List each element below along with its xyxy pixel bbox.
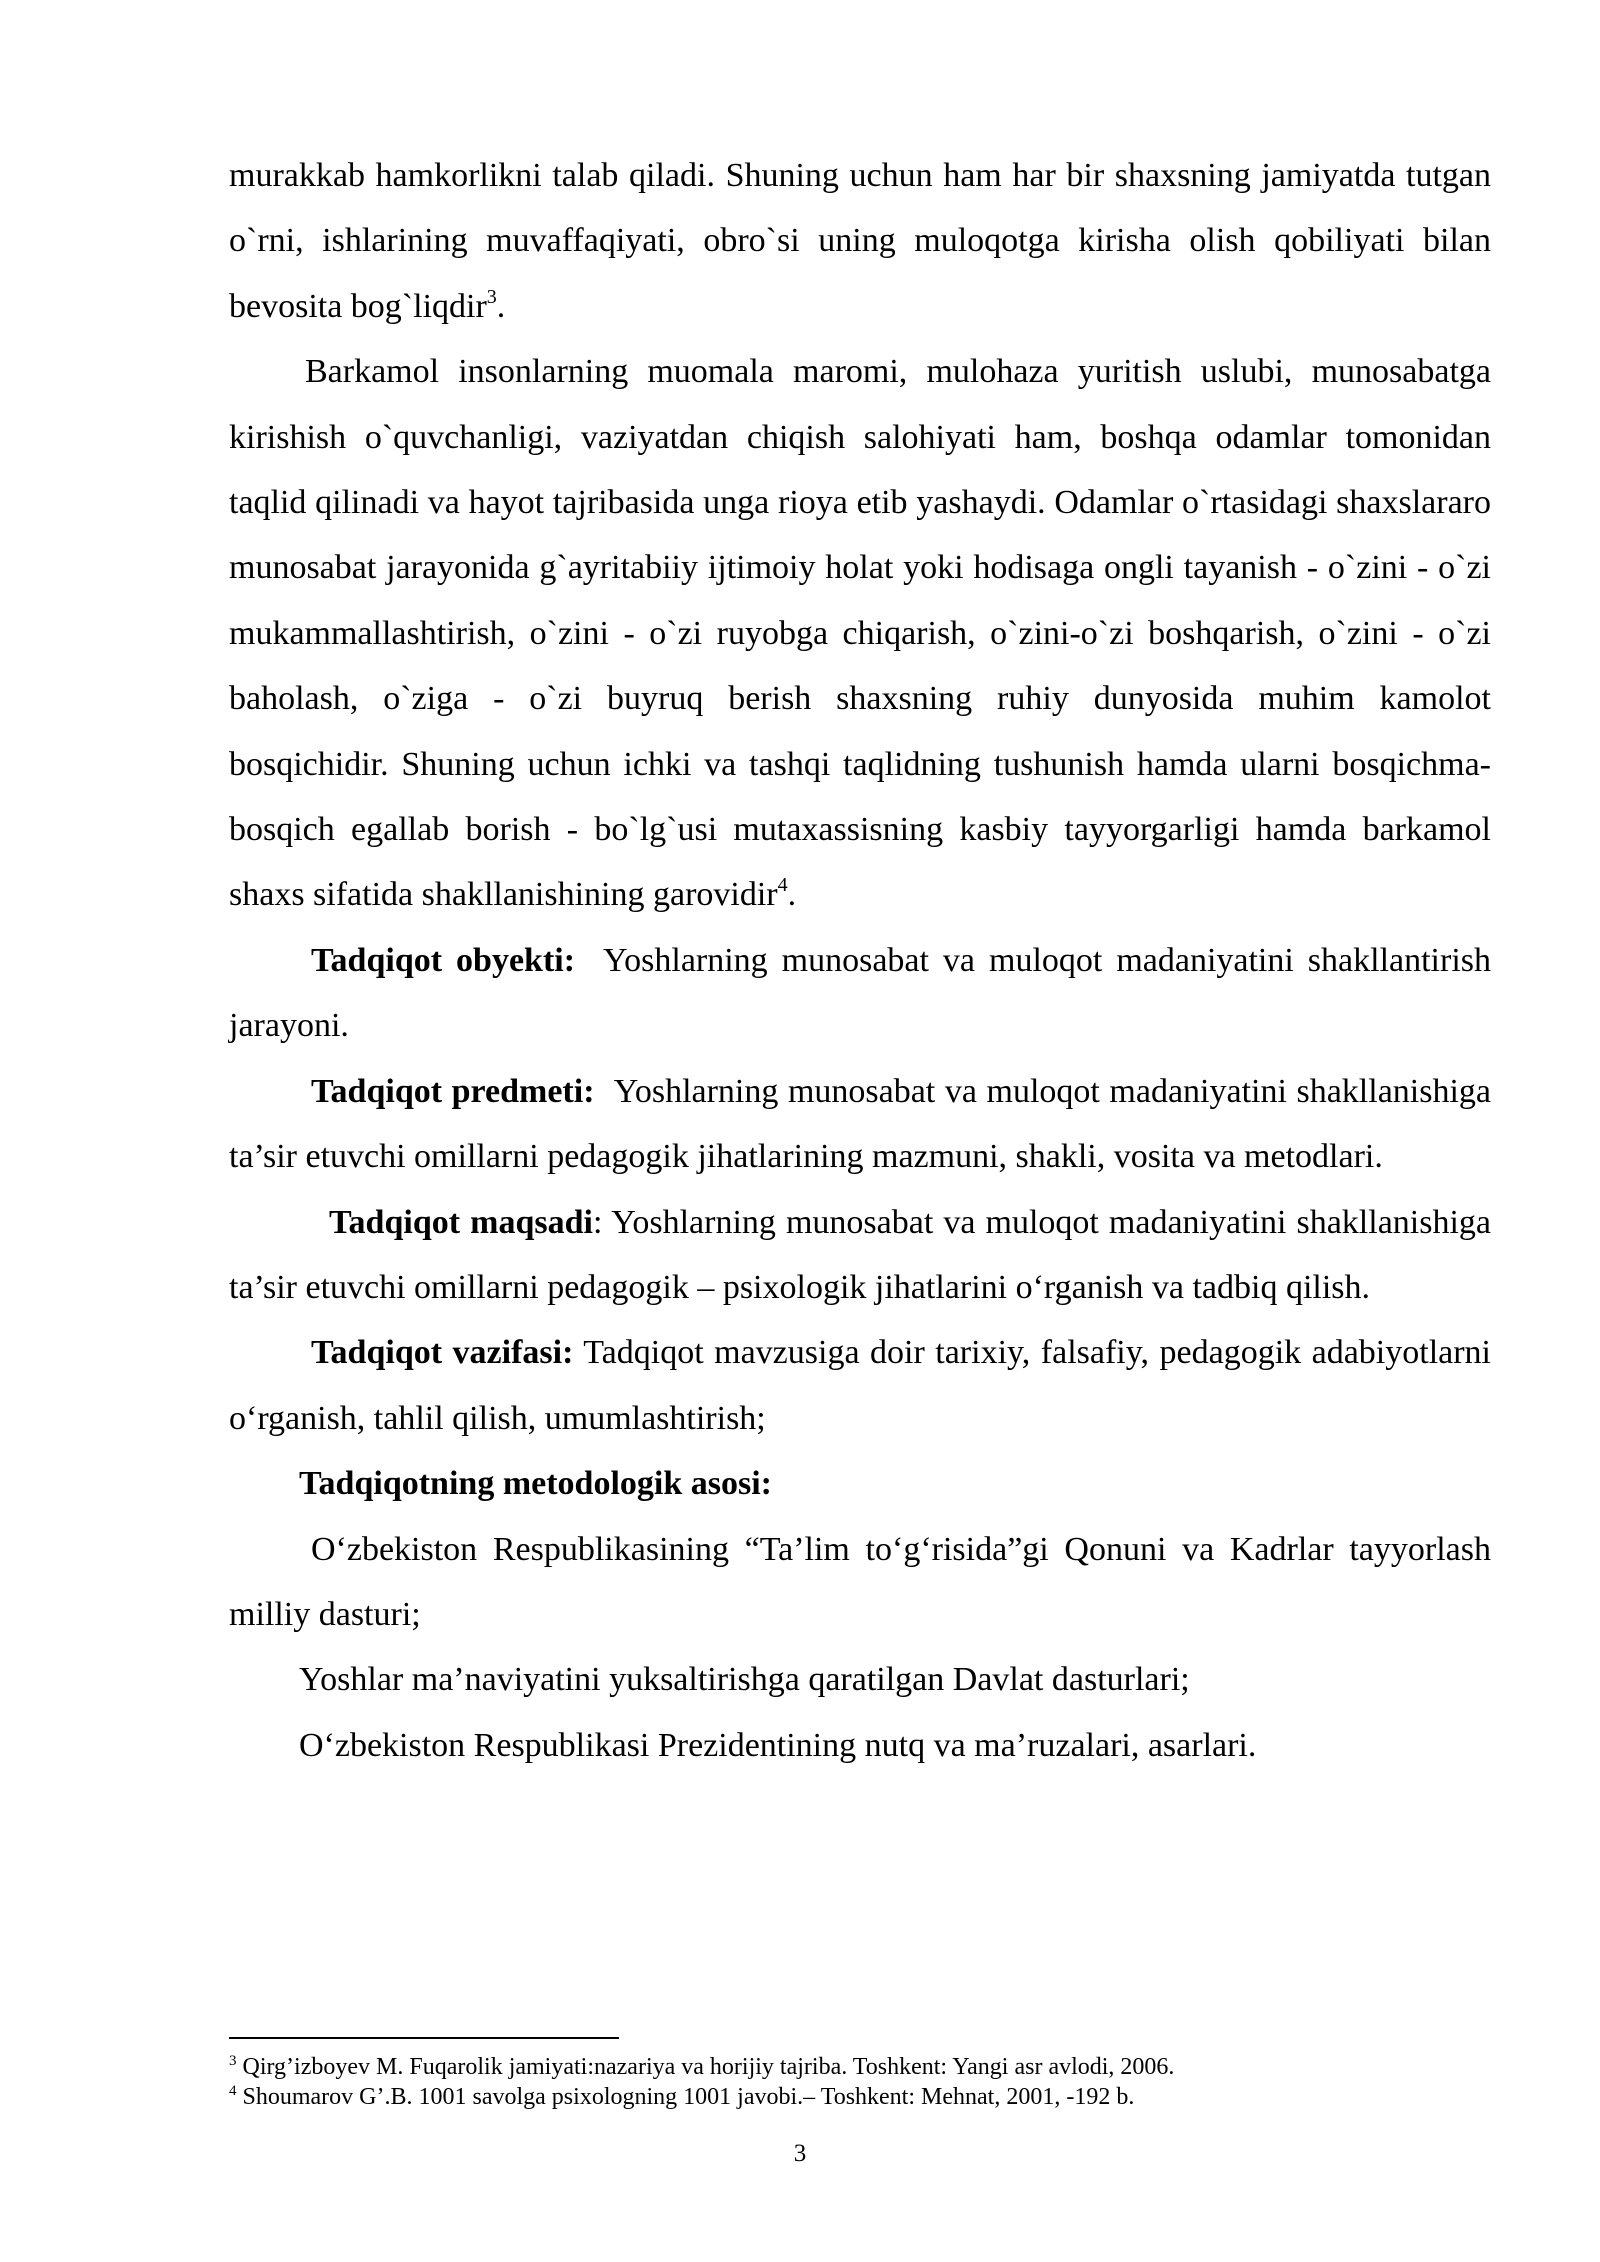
metodologik-heading: Tadqiqotning metodologik asosi:	[299, 1465, 772, 1503]
footnote-ref-4: 4	[777, 874, 788, 897]
paragraph-barkamol-end: .	[787, 876, 797, 914]
predmeti-label: Tadqiqot predmeti:	[311, 1072, 595, 1110]
maqsadi-text: : Yoshlarning munosabat va muloqot madaniyatini shakllanishiga ta’sir etuvchi omillarni pedagogik – psixologik jihatlarini o‘rganish va tadbiq qilish.	[229, 1203, 1492, 1306]
paragraph-barkamol	[229, 339, 1491, 928]
paragraph-barkamol-text: Barkamol insonlarning muomala maromi, mulohaza yuritish uslubi, munosabatga kirishish o`quvchanligi, vaziyatdan chiqish salohiyati ham, boshqa odamlar tomonidan taqlid qilinadi va hayot tajribasida unga rioya etib yashaydi. Odamlar o`rtasidagi shaxslararo munosabat jarayonida g`ayritabiiy ijtimoiy holat yoki hodisaga ongli tayanish - o`zini - o`zi mukammallashtirish, o`zini - o`zi ruyobga chiqarish, o`zini-o`zi boshqarish, o`zini - o`zi baholash, o`ziga - o`zi buyruq berish shaxsning ruhiy dunyosida muhim kamolot bosqichidir. Shuning uchun ichki va tashqi taqlidning tushunish hamda ularni bosqichma-bosqich egallab borish - bo`lg`usi mutaxassisning kasbiy tayyorgarligi hamda barkamol shaxs sifatida shakllanishining garovidir	[229, 353, 1491, 914]
obyekti-text: Yoshlarning munosabat va muloqot madaniyatini shakllantirish jarayoni.	[229, 941, 1491, 1045]
paragraph-intro-end: .	[496, 287, 506, 325]
vazifasi-text: Tadqiqot mavzusiga doir tarixiy, falsafiy, pedagogik adabiyotlarni o‘rganish, tahlil qilish, umumlashtirish;	[229, 1334, 1492, 1437]
footnotes	[229, 2052, 1491, 2112]
paragraph-intro	[229, 143, 1491, 339]
predmeti-text: Yoshlarning munosabat va muloqot madaniyatini shakllanishiga ta’sir etuvchi omillarni pedagogik jihatlarining mazmuni, shakli, vosita va metodlari.	[229, 1072, 1492, 1176]
footnote-separator	[229, 2037, 619, 2039]
footnote-text: Qirg’izboyev M. Fuqarolik jamiyati:nazariya va horijiy tajriba. Toshkent: Yangi asr avlodi, 2006.	[242, 2054, 1175, 2080]
footnote-text: Shoumarov G’.B. 1001 savolga psixologning 1001 javobi.– Toshkent: Mehnat, 2001, -192 b.	[242, 2084, 1135, 2110]
body-text	[229, 143, 1491, 1778]
paragraph-predmeti	[229, 1059, 1491, 1190]
footnote-number: 3	[229, 2053, 237, 2069]
footnote-ref-3: 3	[486, 285, 497, 308]
paragraph-obyekti	[229, 928, 1491, 1059]
paragraph-maqsadi	[229, 1190, 1491, 1321]
list-item-prezident: O‘zbekiston Respublikasi Prezidentining nutq va ma’ruzalari, asarlari.	[299, 1726, 1257, 1764]
list-item-davlat: Yoshlar ma’naviyatini yuksaltirishga qaratilgan Davlat dasturlari;	[299, 1661, 1190, 1699]
paragraph-vazifasi	[229, 1320, 1491, 1451]
obyekti-label: Tadqiqot obyekti:	[311, 941, 576, 979]
footnote-3	[229, 2052, 1491, 2082]
footnote-4	[229, 2082, 1491, 2112]
paragraph-intro-text: murakkab hamkorlikni talab qiladi. Shuning uchun ham har bir shaxsning jamiyatda tutgan o`rni, ishlarining muvaffaqiyati, obro`si uning muloqotga kirisha olish qobiliyati bilan bevosita bog`liqdir	[229, 157, 1491, 325]
footnote-number: 4	[229, 2083, 237, 2099]
vazifasi-label: Tadqiqot vazifasi:	[311, 1334, 574, 1372]
maqsadi-label: Tadqiqot maqsadi	[329, 1203, 593, 1241]
list-item-qonun: O‘zbekiston Respublikasining “Ta’lim to‘g‘risida”gi Qonuni va Kadrlar tayyorlash milliy dasturi;	[229, 1530, 1491, 1633]
page-number: 3	[793, 2140, 807, 2167]
